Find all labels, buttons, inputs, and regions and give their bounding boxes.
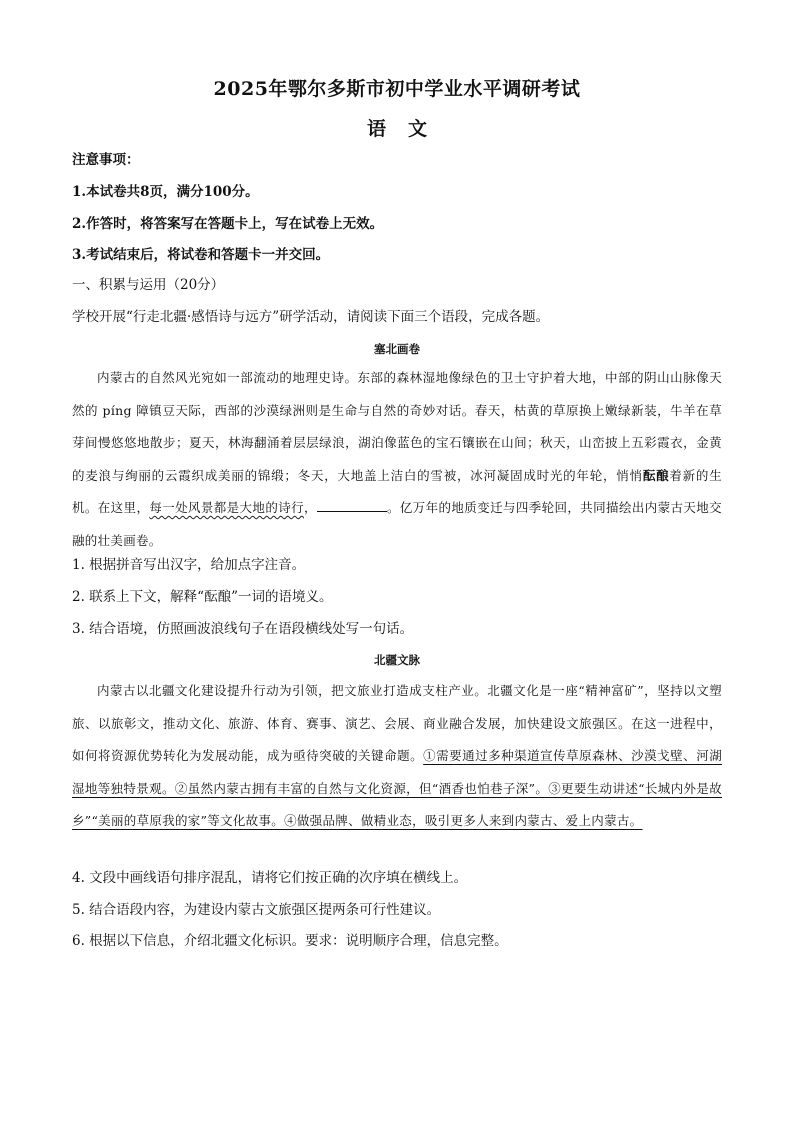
wavy-sentence: 每一处风景都是大地的诗行 <box>149 500 304 515</box>
question-3: 3. 结合语境，仿照画波浪线句子在语段横线处写一句话。 <box>72 621 414 637</box>
section-heading: 一、积累与运用（20分） <box>72 277 225 293</box>
question-1: 1. 根据拼音写出汉字，给加点字注音。 <box>72 557 306 573</box>
passage1-part-d: 。亿万年的地质变迁与四季轮回，共同描绘出内蒙古天地交融的壮美画卷。 <box>72 500 722 548</box>
passage1-part-b: 着新的生机。在这里， <box>72 467 722 515</box>
exam-title: 2025年鄂尔多斯市初中学业水平调研考试 <box>213 78 581 100</box>
answer-blank[interactable] <box>317 497 387 512</box>
subject-title: 语文 <box>366 118 449 140</box>
passage2-part-a: 内蒙古以北疆文化建设提升行动为引领，把文旅业打造成支柱产业。北疆文化是一座“精神富矿”，坚持以文塑旅、以旅彰文，推动文化、旅游、体育、赛事、演艺、会展、商业融合发展，加快建设文旅强区。在这一进程中，如何将资源优势转化为发展动能，成为亟待突破的关键命题。 <box>72 683 722 763</box>
section-intro: 学校开展“行走北疆·感悟诗与远方”研学活动，请阅读下面三个语段，完成各题。 <box>72 309 550 325</box>
question-6: 6. 根据以下信息，介绍北疆文化标识。要求：说明顺序合理，信息完整。 <box>72 933 508 949</box>
passage1-text <box>72 362 722 557</box>
question-5: 5. 结合语段内容，为建设内蒙古文旅强区提两条可行性建议。 <box>72 902 441 918</box>
question-2: 2. 联系上下文，解释“酝酿”一词的语境义。 <box>72 589 333 605</box>
note-item-3: 3.考试结束后，将试卷和答题卡一并交回。 <box>72 247 330 263</box>
passage1-part-c: ， <box>303 500 317 515</box>
passage1-part-a: 内蒙古的自然风光宛如一部流动的地理史诗。东部的森林湿地像绿色的卫士守护着大地，中部的阴山山脉像天然的 píng 障镇豆天际，西部的沙漠绿洲则是生命与自然的奇妙对话。春天，枯黄的草原换上嫩绿新装，牛羊在草芽间慢悠悠地散步；夏天，林海翻涌着层层绿浪，湖泊像蓝色的宝石镶嵌在山间；秋天，山峦披上五彩霞衣，金黄的麦浪与绚丽的云霞织成美丽的锦缎；冬天，大地盖上洁白的雪被，冰河凝固成时光的年轮，悄悄 <box>72 370 722 483</box>
dotted-word: 酝酿 <box>642 467 670 483</box>
note-item-2: 2.作答时，将答案写在答题卡上，写在试卷上无效。 <box>72 216 384 232</box>
passage2-text <box>72 675 722 838</box>
question-4: 4. 文段中画线语句排序混乱，请将它们按正确的次序填在横线上。 <box>72 870 468 886</box>
note-item-1: 1.本试卷共8页，满分100分。 <box>72 184 259 200</box>
passage2-title: 北疆文脉 <box>374 653 420 667</box>
notes-heading: 注意事项： <box>72 152 140 168</box>
passage1-title: 塞北画卷 <box>374 342 420 356</box>
underlined-sentences: ①需要通过多种渠道宣传草原森林、沙漠戈壁、河湖湿地等独特景观。②虽然内蒙古拥有丰富的自然与文化资源，但“酒香也怕巷子深”。③更要生动讲述“长城内外是故乡”“美丽的草原我的家”等文化故事。④做强品牌、做精业态，吸引更多人来到内蒙古、爱上内蒙古。 <box>72 748 722 828</box>
